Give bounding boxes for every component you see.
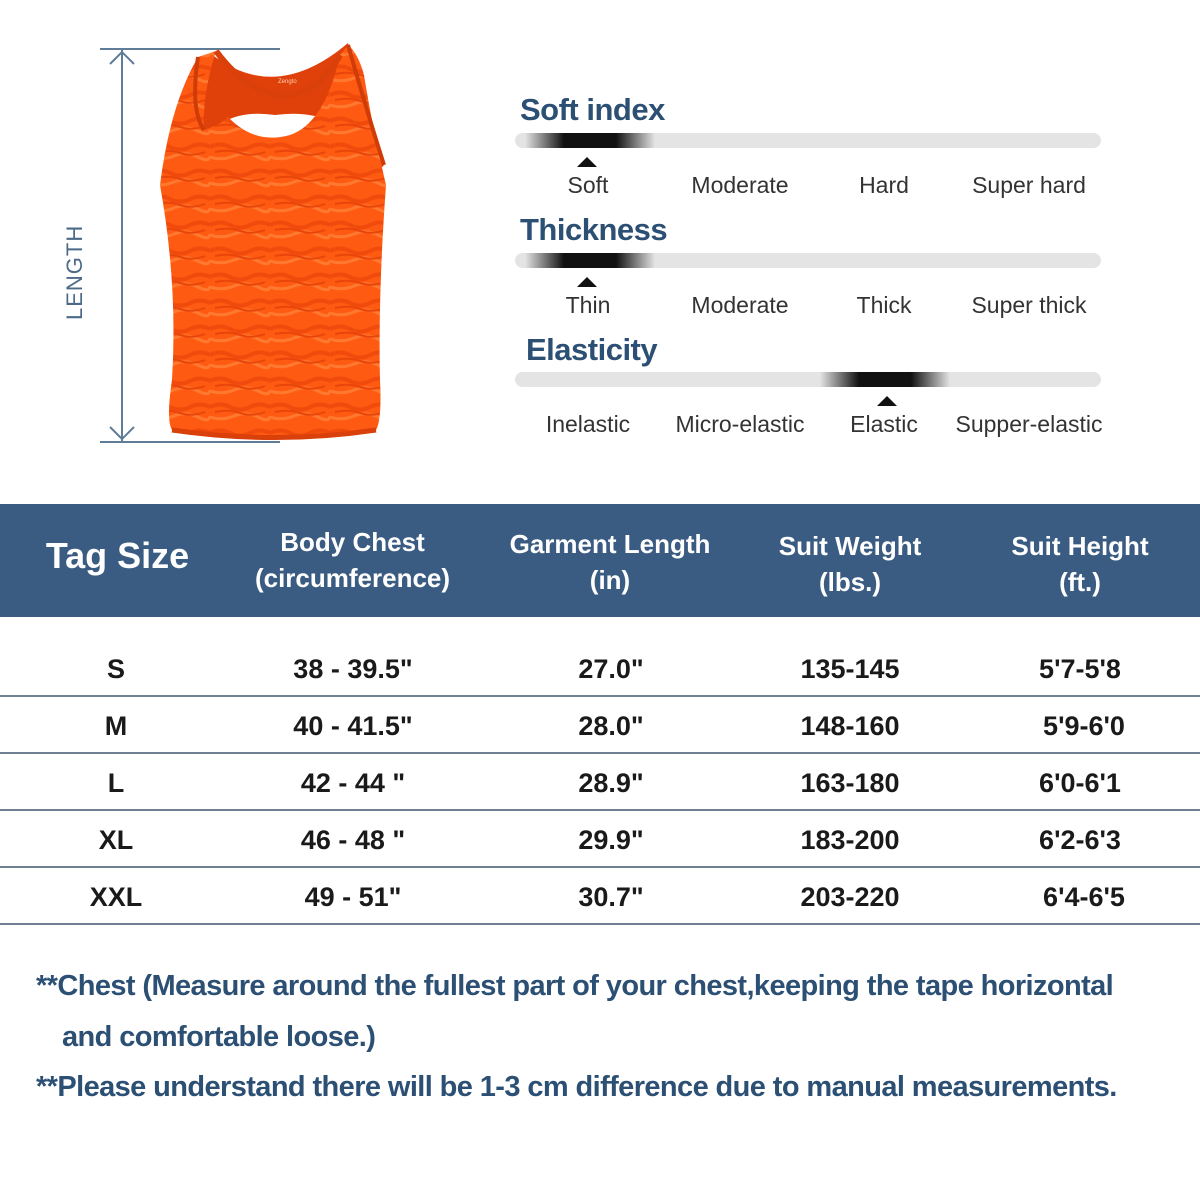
- cell-tag-size: M: [104, 711, 128, 741]
- cell-body-chest: 38 - 39.5": [293, 654, 413, 684]
- cell-suit-height: 6'4-6'5: [1043, 882, 1125, 912]
- cell-suit-weight: 183-200: [800, 825, 900, 855]
- cell-garment-length: 28.9": [578, 768, 644, 798]
- elasticity-option-inelastic: Inelastic: [545, 411, 631, 437]
- cell-garment-length: 30.7": [578, 882, 644, 912]
- soft-index-track: [515, 133, 1101, 148]
- header-suit-weight: Suit Weight (lbs.): [778, 531, 922, 597]
- elasticity-track: [515, 372, 1101, 387]
- cell-body-chest: 40 - 41.5": [293, 711, 413, 741]
- table-row: [0, 640, 1200, 697]
- thickness-pointer-icon: [577, 277, 597, 287]
- table-row: [0, 868, 1200, 925]
- thickness-title: Thickness: [520, 212, 668, 247]
- length-arrow-bottom-icon: [108, 425, 136, 441]
- soft-index-option-soft: Soft: [567, 172, 609, 198]
- chest-note-line2: and comfortable loose.): [62, 1021, 376, 1053]
- length-vertical-line: [121, 50, 123, 441]
- elasticity-marker: [820, 372, 950, 387]
- header-tag-size: Tag Size: [45, 535, 190, 576]
- cell-tag-size: XXL: [89, 882, 143, 912]
- row-divider: [0, 923, 1200, 925]
- cell-suit-height: 5'7-5'8: [1039, 654, 1121, 684]
- header-suit-height: Suit Height (ft.): [1011, 531, 1149, 597]
- header-body-chest: Body Chest (circumference): [254, 527, 451, 593]
- garment-tag: Zengto: [278, 79, 297, 85]
- length-label: LENGTH: [62, 224, 87, 320]
- soft-index-marker: [525, 133, 655, 148]
- cell-garment-length: 28.0": [578, 711, 644, 741]
- tank-top-image: [150, 35, 400, 455]
- cell-tag-size: S: [106, 654, 125, 684]
- cell-tag-size: XL: [98, 825, 134, 855]
- cell-garment-length: 29.9": [578, 825, 644, 855]
- elasticity-option-elastic: Elastic: [850, 411, 918, 437]
- size-table-header: [0, 504, 1200, 617]
- header-garment-length: Garment Length (in): [509, 529, 711, 595]
- cell-suit-weight: 148-160: [800, 711, 900, 741]
- cell-suit-weight: 135-145: [800, 654, 900, 684]
- thickness-marker: [525, 253, 655, 268]
- soft-index-option-moderate: Moderate: [691, 172, 789, 198]
- elasticity-option-supper-elastic: Supper-elastic: [955, 411, 1103, 437]
- soft-index-title: Soft index: [520, 92, 665, 127]
- table-row: [0, 754, 1200, 811]
- cell-body-chest: 42 - 44 ": [300, 768, 406, 798]
- cell-garment-length: 27.0": [578, 654, 644, 684]
- cell-tag-size: L: [107, 768, 125, 798]
- cell-suit-weight: 163-180: [800, 768, 900, 798]
- measurement-note: **Please understand there will be 1-3 cm difference due to manual measurements.: [36, 1071, 1117, 1103]
- soft-index-option-hard: Hard: [859, 172, 909, 198]
- cell-suit-height: 6'2-6'3: [1039, 825, 1121, 855]
- thickness-option-super-thick: Super thick: [971, 292, 1087, 318]
- cell-suit-height: 6'0-6'1: [1039, 768, 1121, 798]
- cell-body-chest: 49 - 51": [304, 882, 402, 912]
- thickness-option-moderate: Moderate: [691, 292, 789, 318]
- cell-suit-height: 5'9-6'0: [1043, 711, 1125, 741]
- chest-note-line1: **Chest (Measure around the fullest part of your chest,keeping the tape horizontal: [36, 970, 1114, 1002]
- table-row: [0, 697, 1200, 754]
- table-row: [0, 811, 1200, 868]
- cell-suit-weight: 203-220: [800, 882, 900, 912]
- thickness-option-thick: Thick: [856, 292, 912, 318]
- thickness-option-thin: Thin: [565, 292, 611, 318]
- soft-index-option-super-hard: Super hard: [972, 172, 1086, 198]
- length-arrow-top-icon: [108, 50, 136, 66]
- elasticity-option-micro-elastic: Micro-elastic: [675, 411, 805, 437]
- soft-index-pointer-icon: [577, 157, 597, 167]
- elasticity-pointer-icon: [877, 396, 897, 406]
- thickness-track: [515, 253, 1101, 268]
- cell-body-chest: 46 - 48 ": [300, 825, 406, 855]
- elasticity-title: Elasticity: [526, 332, 658, 367]
